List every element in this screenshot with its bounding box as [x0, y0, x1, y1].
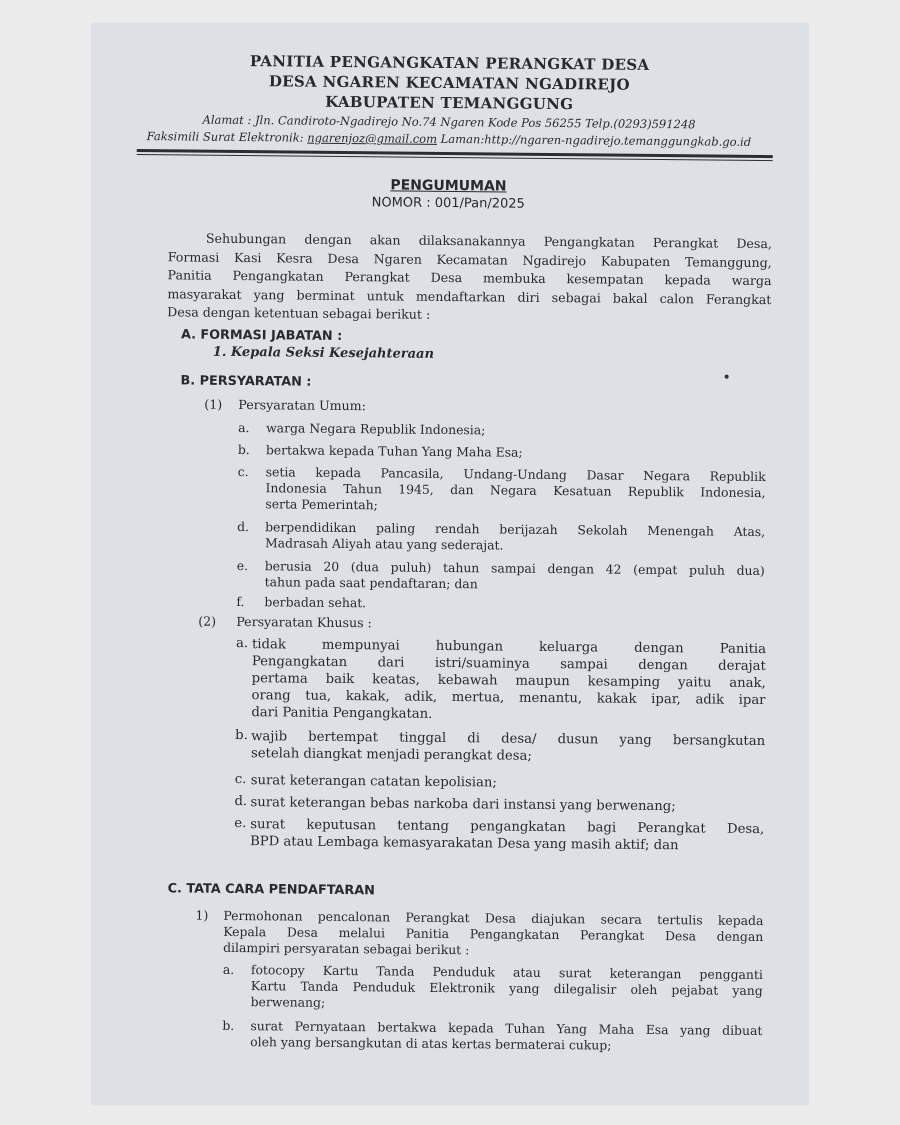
khusus-item-line: pertama baik keatas, kebawah maupun kesamping yaitu anak,: [251, 671, 766, 692]
letterhead-line-3: KABUPATEN TEMANGGUNG: [325, 92, 574, 114]
letterhead-address: Alamat : Jln. Candiroto-Ngadirejo No.74 Ngaren Kode Pos 56255 Telp.(0293)591248: [202, 112, 696, 132]
umum-item-mark: b.: [237, 441, 250, 458]
umum-item-line: Madrasah Aliyah atau yang sederajat.: [264, 535, 504, 553]
section-c-line: dilampiri persyaratan sebagai berikut :: [223, 939, 470, 958]
contact-label: Faksimili Surat Elektronik:: [146, 129, 308, 145]
umum-item-f: [264, 594, 764, 615]
section-a-position: 1. Kepala Seksi Kesejahteraan: [212, 344, 435, 362]
umum-item-d: [265, 519, 765, 556]
umum-item-line: serta Pemerintah;: [265, 496, 378, 513]
section-c-number: 1): [195, 907, 209, 923]
khusus-item-mark: a.: [235, 635, 249, 652]
khusus-item-b: [251, 728, 765, 767]
umum-item-line: bertakwa kepada Tuhan Yang Maha Esa;: [265, 442, 523, 460]
section-c-item-line: surat Pernyataan bertakwa kepada Tuhan Yang Maha Esa yang dibuat: [250, 1018, 763, 1039]
umum-item-mark: d.: [237, 518, 250, 535]
website-text: Laman:http://ngaren-ngadirejo.temanggungkab.go.id: [436, 131, 752, 149]
intro-line: masyarakat yang berminat untuk mendaftarkan diri sebagai bakal calon Ferangkat: [167, 285, 772, 307]
section-c-line: Kepala Desa melalui Panitia Pengangkatan Perangkat Desa dengan: [223, 923, 764, 945]
section-a-heading: A. FORMASI JABATAN :: [180, 327, 343, 344]
umum-item-line: berpendidikan paling rendah berijazah Sekolah Menengah Atas,: [265, 519, 766, 540]
document-sheet: [92, 24, 808, 1104]
section-c-item-line: oleh yang bersangkutan di atas kertas bermaterai cukup;: [250, 1034, 612, 1053]
announcement-number: NOMOR : 001/Pan/2025: [371, 195, 525, 212]
umum-item-mark: e.: [236, 557, 249, 574]
intro-line: Sehubungan dengan akan dilaksanakannya Pengangkatan Perangkat Desa,: [205, 230, 772, 252]
khusus-number: (2): [198, 613, 217, 629]
section-c-item-line: berwenang;: [250, 994, 326, 1010]
umum-item-mark: c.: [237, 463, 249, 480]
letterhead-line-1: PANITIA PENGANGKATAN PERANGKAT DESA: [249, 52, 650, 74]
letterhead-contact: [92, 129, 807, 150]
umum-item-a: [266, 420, 766, 441]
announcement-title: PENGUMUMAN: [390, 177, 507, 195]
intro-line: Panitia Pengangkatan Perangkat Desa membuka kesempatan kepada warga: [167, 267, 772, 289]
khusus-item-line: orang tua, kakak, adik, mertua, menantu, kakak ipar, adik ipar: [251, 688, 766, 709]
khusus-item-line: surat keterangan bebas narkoba dari instansi yang berwenang;: [250, 795, 676, 815]
khusus-item-c: [251, 772, 765, 794]
umum-item-line: berbadan sehat.: [264, 594, 367, 611]
khusus-item-line: Pengangkatan dari istri/suaminya sampai dengan derajat: [251, 654, 766, 675]
umum-item-mark: a.: [238, 419, 250, 436]
section-b-heading: B. PERSYARATAN :: [180, 373, 312, 390]
khusus-item-mark: d.: [234, 793, 248, 810]
umum-item-line: Indonesia Tahun 1945, dan Negara Kesatuan Republik Indonesia,: [265, 480, 766, 501]
paper-speck: [725, 375, 729, 379]
section-c-item-a: [251, 962, 763, 1015]
section-c-item-line: Kartu Tanda Penduduk Elektronik yang dilegalisir oleh pejabat yang: [250, 978, 763, 999]
section-c-line: Permohonan pencalonan Perangkat Desa diajukan secara tertulis kepada: [223, 907, 764, 929]
khusus-item-line: tidak mempunyai hubungan keluarga dengan Panitia: [251, 637, 767, 658]
section-c-item-b: [250, 1018, 762, 1055]
khusus-item-line: dari Panitia Pengangkatan.: [251, 705, 433, 722]
umum-number: (1): [204, 396, 223, 412]
umum-item-line: tahun pada saat pendaftaran; dan: [264, 574, 478, 592]
letterhead-line-2: DESA NGAREN KECAMATAN NGADIREJO: [268, 72, 631, 94]
section-c-item-mark: b.: [222, 1017, 235, 1033]
khusus-item-d: [250, 794, 764, 816]
umum-item-line: berusia 20 (dua puluh) tahun sampai dengan 42 (empat puluh dua): [264, 558, 765, 579]
section-c-paragraph: [223, 908, 763, 961]
umum-item-mark: f.: [236, 593, 245, 610]
khusus-item-mark: b.: [235, 727, 248, 744]
khusus-item-line: setelah diangkat menjadi perangkat desa;: [250, 746, 532, 764]
khusus-item-mark: e.: [234, 815, 247, 832]
khusus-label: Persyaratan Khusus :: [236, 613, 372, 631]
khusus-item-line: BPD atau Lembaga kemasyarakatan Desa yang masih aktif; dan: [250, 834, 679, 854]
khusus-item-a: [251, 636, 766, 726]
section-c-item-line: fotocopy Kartu Tanda Penduduk atau surat keterangan pengganti: [250, 962, 763, 983]
khusus-item-mark: c.: [234, 771, 247, 788]
document-content: [92, 24, 808, 1104]
section-c-heading: C. TATA CARA PENDAFTARAN: [167, 881, 375, 899]
umum-item-e: [265, 558, 765, 595]
khusus-item-e: [250, 816, 764, 855]
intro-line: Formasi Kasi Kesra Desa Ngaren Kecamatan Ngadirejo Kabupaten Temanggung,: [167, 248, 772, 270]
umum-label: Persyaratan Umum:: [238, 396, 366, 414]
email-link[interactable]: ngarenjoz@gmail.com: [307, 130, 438, 146]
intro-paragraph: [167, 229, 772, 327]
umum-item-c: [265, 464, 765, 517]
umum-item-line: warga Negara Republik Indonesia;: [266, 420, 486, 438]
intro-line: Desa dengan ketentuan sebagai berikut :: [167, 304, 431, 322]
khusus-item-line: surat keputusan tentang pengangkatan bagi Perangkat Desa,: [250, 817, 765, 838]
umum-item-line: setia kepada Pancasila, Undang-Undang Dasar Negara Republik: [265, 464, 766, 485]
khusus-item-line: wajib bertempat tinggal di desa/ dusun yang bersangkutan: [251, 729, 766, 750]
section-c-item-mark: a.: [222, 961, 235, 977]
khusus-item-line: surat keterangan catatan kepolisian;: [250, 773, 497, 791]
umum-item-b: [266, 442, 766, 463]
